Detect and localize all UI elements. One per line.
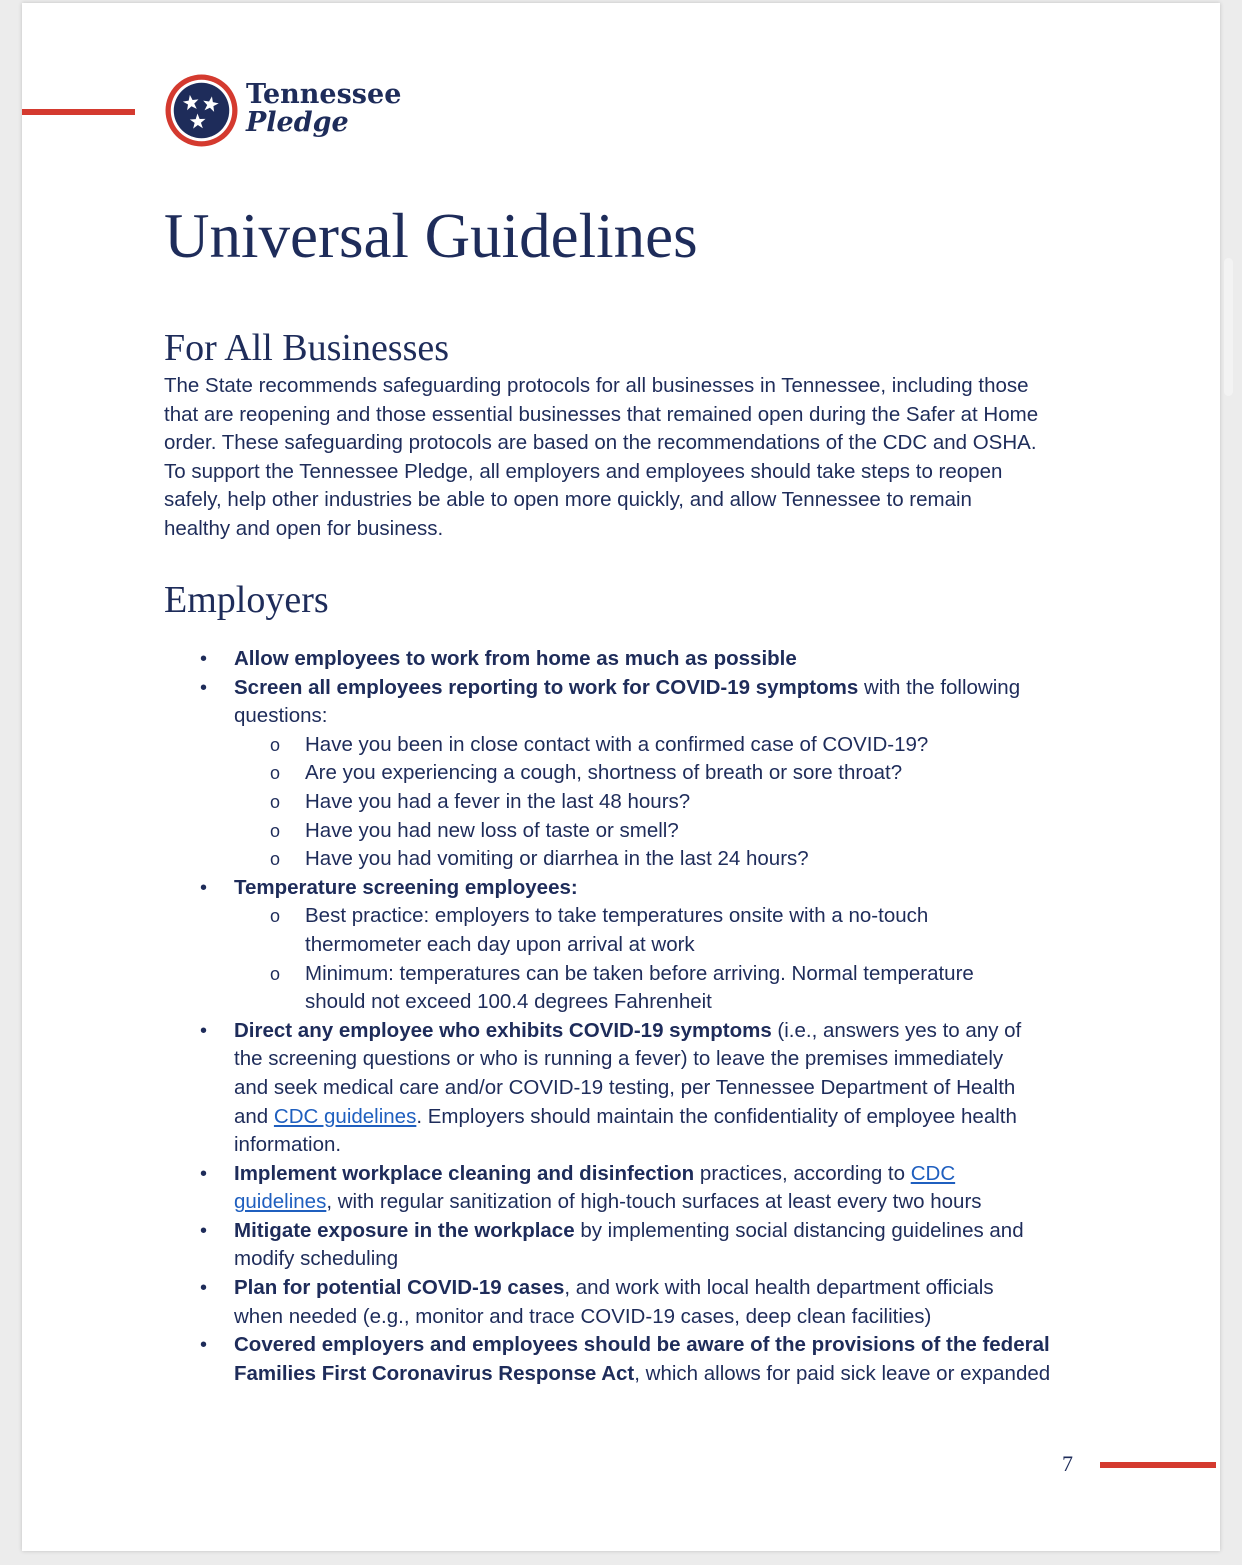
list-item [164,874,1124,903]
screening-question: Have you had a fever in the last 48 hours? [305,789,691,813]
circle-bullet-icon: o [270,734,281,755]
sub-list-item [164,902,1124,931]
header-accent-rule [22,109,135,115]
item-text: (i.e., answers yes to any of [771,1018,1022,1042]
bullet-icon: • [200,1219,208,1242]
list-item-continuation [164,1045,1124,1074]
item-text: the screening questions or who is running a fever) to leave the premises immediately [234,1047,1004,1071]
paragraph-line: healthy and open for business. [164,516,444,540]
circle-bullet-icon: o [270,791,281,812]
list-item-continuation [164,702,1124,731]
sub-list-item [164,817,1124,846]
item-text: . Employers should maintain the confidentiality of employee health [416,1104,1017,1128]
item-text: information. [234,1133,342,1157]
circle-bullet-icon: o [270,906,281,927]
logo-line-2: Pledge [246,107,349,138]
scrollbar-thumb[interactable] [1224,258,1233,396]
employers-guideline-list [164,645,1124,1388]
screening-question: Have you had new loss of taste or smell? [305,818,679,842]
list-item-continuation [164,1360,1124,1389]
item-text: questions: [234,704,328,728]
item-text: , with regular sanitization of high-touch surfaces at least every two hours [326,1190,982,1214]
list-item [164,645,1124,674]
item-bold-text: Implement workplace cleaning and disinfection [234,1161,695,1185]
bullet-icon: • [200,648,208,670]
item-text: and seek medical care and/or COVID-19 testing, per Tennessee Department of Health [234,1075,1016,1099]
employers-heading: Employers [164,579,329,621]
list-item-continuation [164,1188,1124,1217]
item-text: modify scheduling [234,1247,399,1271]
item-bold-text: Families First Coronavirus Response Act [234,1361,635,1385]
sub-list-item [164,731,1124,760]
for-all-businesses-heading: For All Businesses [164,327,450,369]
bullet-icon: • [200,876,208,899]
item-bold-text: Direct any employee who exhibits COVID-19 symptoms [234,1018,772,1042]
tennessee-pledge-logo [246,81,401,137]
item-bold-text: Screen all employees reporting to work for COVID-19 symptoms [234,675,859,699]
bullet-icon: • [200,1334,208,1357]
footer-accent-rule [1100,1462,1216,1468]
circle-bullet-icon: o [270,820,281,841]
sub-list-item [164,845,1124,874]
sub-list-item [164,759,1124,788]
sub-list-item [164,788,1124,817]
list-item-continuation [164,1074,1124,1103]
list-item-continuation [164,1303,1124,1332]
screening-question: Have you been in close contact with a confirmed case of COVID-19? [305,732,929,756]
item-text: and [234,1104,274,1128]
paragraph-line: order. These safeguarding protocols are based on the recommendations of the CDC and OSHA. [164,431,1037,454]
bullet-icon: • [200,676,208,699]
screening-question: Are you experiencing a cough, shortness of breath or sore throat? [305,761,903,785]
circle-bullet-icon: o [270,963,281,984]
bullet-icon: • [200,1277,208,1300]
list-item [164,1274,1124,1303]
list-item [164,1160,1124,1189]
item-bold-text: Temperature screening employees: [234,875,578,899]
list-item [164,1217,1124,1246]
tennessee-seal-icon [164,73,239,148]
item-text: when needed (e.g., monitor and trace COVID-19 cases, deep clean facilities) [234,1304,932,1328]
logo-line-1: Tennessee [246,79,402,110]
list-item [164,674,1124,703]
sub-list-item-continuation [164,931,1124,960]
item-text: Best practice: employers to take temperatures onsite with a no-touch [305,904,929,928]
page-number: 7 [1062,1451,1073,1476]
bullet-icon: • [200,1162,208,1185]
for-all-businesses-paragraph [164,372,1104,543]
page-title: Universal Guidelines [164,201,698,271]
item-bold-text: Covered employers and employees should be aware of the provisions of the federal [234,1333,1050,1357]
list-item-continuation [164,1103,1124,1132]
bullet-icon: • [200,1019,208,1042]
item-text: by implementing social distancing guidelines and [574,1218,1024,1242]
paragraph-line: To support the Tennessee Pledge, all employers and employees should take steps to reopen [164,459,1003,483]
item-text: practices, according to [694,1161,911,1185]
list-item-continuation [164,1131,1124,1160]
item-text: thermometer each day upon arrival at work [305,932,695,956]
paragraph-line: that are reopening and those essential businesses that remained open during the Safer at Home [164,402,1039,426]
circle-bullet-icon: o [270,763,281,784]
item-bold-text: Plan for potential COVID-19 cases [234,1276,565,1300]
circle-bullet-icon: o [270,849,281,870]
cdc-guidelines-link[interactable]: guidelines [234,1190,327,1214]
list-item [164,1331,1124,1360]
item-bold-text: Mitigate exposure in the workplace [234,1218,575,1242]
paragraph-line: The State recommends safeguarding protocols for all businesses in Tennessee, including those [164,374,1029,397]
item-text: , which allows for paid sick leave or expanded [634,1361,1051,1385]
item-text: should not exceed 100.4 degrees Fahrenheit [305,990,712,1014]
item-text: , and work with local health department officials [564,1276,994,1300]
paragraph-line: safely, help other industries be able to open more quickly, and allow Tennessee to remain [164,488,972,511]
item-text: with the following [858,675,1021,699]
sub-list-item [164,960,1124,989]
list-item-continuation [164,1245,1124,1274]
sub-list-item-continuation [164,988,1124,1017]
list-item [164,1017,1124,1046]
item-text: Minimum: temperatures can be taken before arriving. Normal temperature [305,961,974,985]
cdc-guidelines-link[interactable]: CDC guidelines [273,1104,417,1128]
screening-question: Have you had vomiting or diarrhea in the last 24 hours? [305,847,809,871]
cdc-guidelines-link[interactable]: CDC [910,1161,956,1185]
item-bold-text: Allow employees to work from home as much as possible [234,647,797,670]
